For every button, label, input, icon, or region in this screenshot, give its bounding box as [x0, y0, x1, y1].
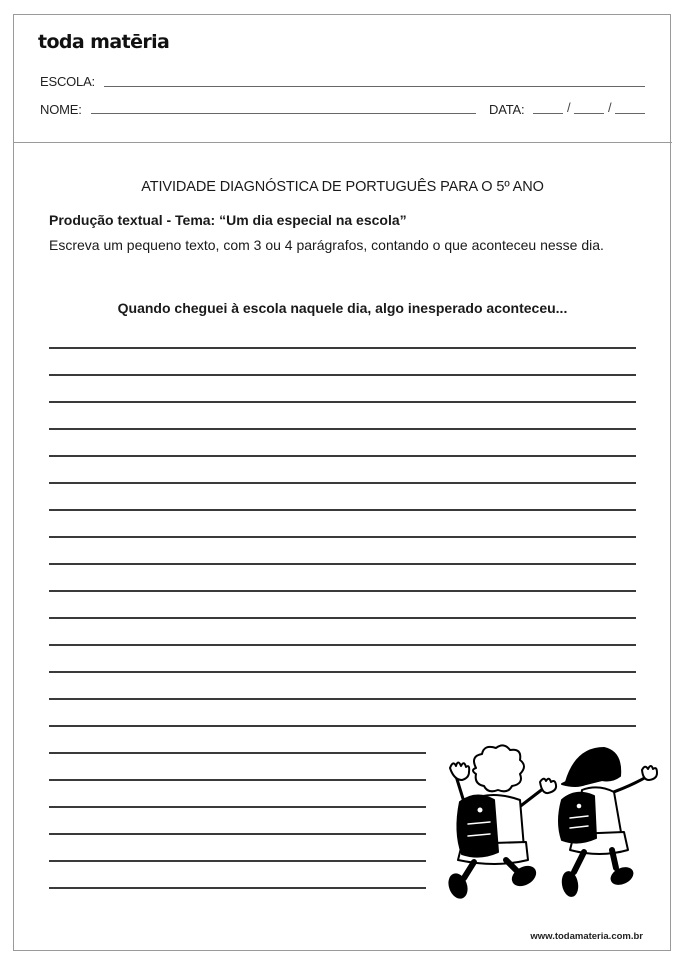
date-month-line[interactable]: [574, 113, 604, 114]
activity-title: ATIVIDADE DIAGNÓSTICA DE PORTUGUÊS PARA O 5º ANO: [141, 179, 544, 195]
header-divider: [13, 142, 672, 143]
activity-instructions: Escreva um pequeno texto, com 3 ou 4 parágrafos, contando o que aconteceu nesse dia.: [49, 237, 604, 253]
school-label: ESCOLA:: [40, 74, 95, 89]
writing-line[interactable]: [49, 401, 636, 403]
writing-line[interactable]: [49, 725, 636, 727]
writing-line[interactable]: [49, 698, 636, 700]
writing-line[interactable]: [49, 509, 636, 511]
writing-line-short[interactable]: [49, 779, 426, 781]
writing-line[interactable]: [49, 347, 636, 349]
kid-curly-hair: [446, 745, 556, 900]
footer-website-link[interactable]: www.todamateria.com.br: [530, 931, 643, 942]
story-prompt: Quando cheguei à escola naquele dia, algo inesperado aconteceu...: [117, 300, 568, 316]
date-separator: /: [567, 100, 571, 115]
writing-line[interactable]: [49, 428, 636, 430]
writing-line[interactable]: [49, 482, 636, 484]
name-fill-line[interactable]: [91, 113, 476, 114]
date-year-line[interactable]: [615, 113, 645, 114]
writing-line-short[interactable]: [49, 752, 426, 754]
date-label: DATA:: [489, 102, 525, 117]
writing-line-short[interactable]: [49, 806, 426, 808]
writing-line-short[interactable]: [49, 860, 426, 862]
activity-subtitle: Produção textual - Tema: “Um dia especial na escola”: [49, 212, 407, 228]
brand-logo: toda matēria: [38, 31, 170, 53]
writing-line[interactable]: [49, 536, 636, 538]
name-label: NOME:: [40, 102, 82, 117]
school-fill-line[interactable]: [104, 86, 645, 87]
date-day-line[interactable]: [533, 113, 563, 114]
writing-line[interactable]: [49, 617, 636, 619]
writing-line-short[interactable]: [49, 833, 426, 835]
writing-line[interactable]: [49, 374, 636, 376]
kid-straight-hair: [559, 748, 657, 897]
writing-line[interactable]: [49, 590, 636, 592]
writing-line[interactable]: [49, 455, 636, 457]
writing-line[interactable]: [49, 563, 636, 565]
writing-line-short[interactable]: [49, 887, 426, 889]
writing-line[interactable]: [49, 644, 636, 646]
writing-line[interactable]: [49, 671, 636, 673]
date-separator: /: [608, 100, 612, 115]
kids-running-icon: [436, 738, 658, 903]
